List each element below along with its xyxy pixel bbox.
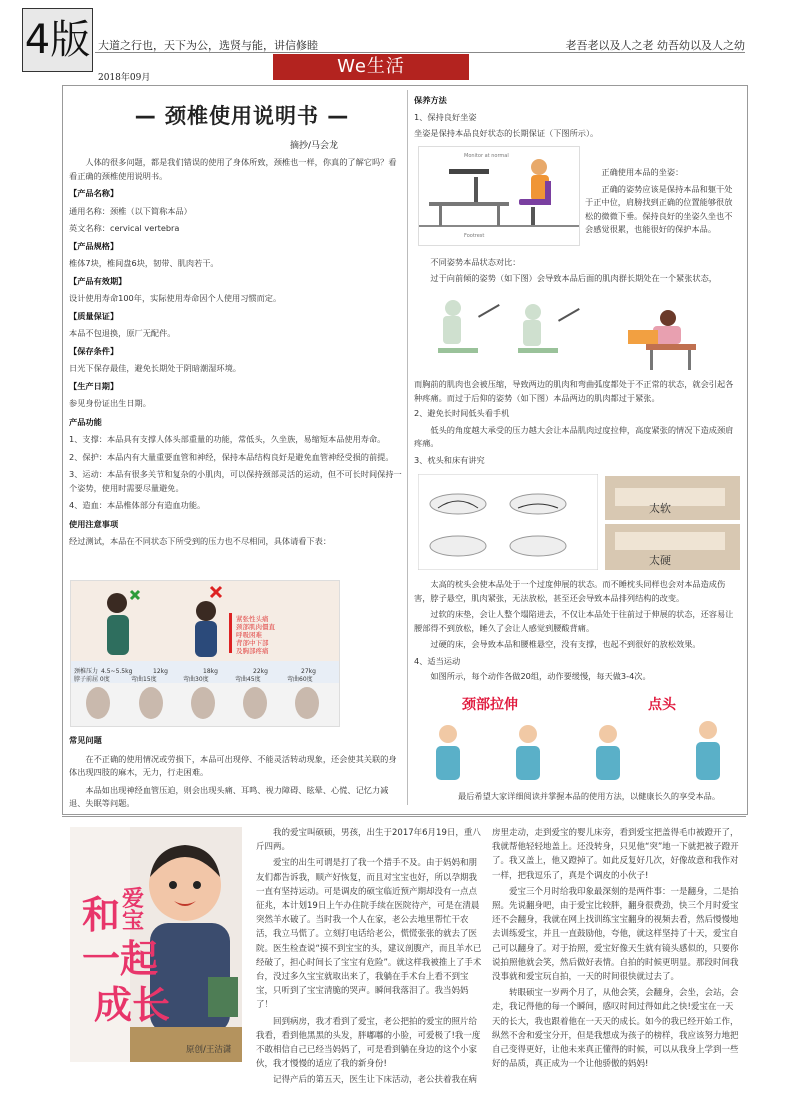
pressure-weight: 27kg xyxy=(301,668,316,675)
symptom-label: 颈部肌肉僵直 xyxy=(236,623,275,631)
care-2-text: 低头的角度越大承受的压力越大会让本品肌肉过度拉伸，高度紧张的情况下造成颈肩疼痛。 xyxy=(414,424,734,448)
desk-posture-graphic xyxy=(419,147,579,245)
closing-text: 最后希望大家详细阅读并掌握本品的使用方法，以健康长久的享受本品。 xyxy=(458,791,721,801)
article-byline: 摘抄/马会龙 xyxy=(290,141,339,151)
faq-2: 本品如出现神经血管压迫，则会出现头痛、耳鸣、视力障碍、眩晕、心慌、记忆力减退、失眠等问题。 xyxy=(69,784,389,808)
left-column xyxy=(69,156,403,549)
soft-label: 太软 xyxy=(649,502,671,515)
compare-heading: 不同姿势本品状态对比： xyxy=(430,257,521,267)
baby-column-1 xyxy=(256,826,482,1088)
footrest-label: Footrest xyxy=(464,233,485,239)
header-divider xyxy=(95,52,745,53)
storage-text: 日光下保存最佳，避免长期处于阴暗潮湿环境。 xyxy=(69,363,241,373)
pillow-illustration xyxy=(418,474,598,570)
function-heading: 产品功能 xyxy=(69,416,102,427)
exercise-label-stretch: 颈部拉伸 xyxy=(462,697,518,713)
producer-heading: 【生产日期】 xyxy=(69,380,119,391)
faq-1: 在不正确的使用情况或劳损下，本品可出现停、不能灵活转动现象，还会使其关联的身体出现四肢的麻木，无力，行走困难。 xyxy=(69,753,397,777)
angle-label: 弯曲45度 xyxy=(235,676,261,683)
exercise-illustration xyxy=(418,690,738,782)
mattress-hard-photo xyxy=(605,524,740,570)
care-intro xyxy=(414,94,738,141)
section-divider xyxy=(62,816,746,817)
angle-label: 弯曲60度 xyxy=(287,676,313,683)
compare-section xyxy=(414,256,738,285)
neck-pressure-illustration xyxy=(70,580,340,727)
baby-credit: 原创/王洁潇 xyxy=(186,1045,232,1055)
name-heading: 【产品名称】 xyxy=(69,188,119,198)
mattress-soft-photo xyxy=(605,476,740,520)
baby-photo xyxy=(70,827,242,1062)
pressure-weight: 12kg xyxy=(153,668,168,675)
baby-title-he: 和 xyxy=(82,893,121,937)
care-2-section xyxy=(414,378,738,467)
section-title: We生活 xyxy=(273,54,469,80)
posture-comparison-illustration xyxy=(418,290,738,372)
symptom-label: 紧张性头痛 xyxy=(236,615,269,623)
baby-paragraph: 转眼硕宝一岁两个月了，从他会笑，会翻身，会坐，会站，会走，我记得他的每一个瞬间，感叹时间过得如此之快!爱宝在一天天的长大，我也跟着他在一天天的成长。如今的我已经开始工作，纵然不舍和爱宝分开，但是我想成为孩子的榜样，我应该努力地把自己变得更好，让他未来真正懂得的时候，可以从我身上学到一些好的品质，真正成为一个让他骄傲的妈妈! xyxy=(492,988,739,1070)
storage-heading: 【保存条件】 xyxy=(69,345,119,356)
care-3-section xyxy=(414,578,738,684)
care-2-heading: 2、避免长时间低头看手机 xyxy=(414,408,510,418)
baby-title-chengzhang: 成长 xyxy=(94,983,171,1027)
pressure-range: 4.5~5.5kg xyxy=(101,668,133,675)
baby-paragraph: 爱宝的出生可谓是打了我一个措手不及。由于妈妈和朋友们都告诉我，顺产好恢复，而且对宝宝也好，所以孕期我一直有坚持运动。可是调皮的硕宝临近预产期却没有一点点征兆，本计划19日上午办住院手续在医院待产，可是在清晨突然羊水破了。当时我一个人在家，老公去地里帮忙干农活，我立马慌了。立刻打电话给老公，慌慌张张的就去了医院。医生检查说“摸不到宝宝的头，建议剖腹产，而且羊水已经破了，担心时间长了宝宝有危险”。就这样我被推上了手术台，没过多久宝宝就取出来了，我躺在手术台上看不到宝宝，只听到了宝宝清脆的哭声。瞬间我落泪了。我当妈妈了！ xyxy=(256,858,482,1011)
baby-title-aibao: 爱宝 xyxy=(122,887,145,934)
intro-paragraph: 人体的很多问题，都是我们错误的使用了身体所致，颈椎也一样，你真的了解它吗？看看正确的颈椎使用说明书。 xyxy=(69,157,397,181)
neck-pressure-graphic xyxy=(71,581,339,726)
monitor-label: Monitor at normal xyxy=(464,153,509,159)
care-3-text-2: 过软的床垫，会让人整个塌陷进去，不仅让本品处于往前过于伸展的状态，还容易让腰部得不到放松，睡久了会让人感觉到腰酸背痛。 xyxy=(414,609,734,633)
baby-paragraph: 房里走动，走到爱宝的婴儿床旁，看到爱宝把盖得毛巾被蹬开了，我就帮他轻轻地盖上。还没转身，只见他“突”地一下就把被子蹬开了。我又盖上，他又蹬掉了。如此反复好几次，好像故意和我作对一样，把我逗乐了，真是个调皮的小伙子! xyxy=(492,828,739,881)
pressure-row-label: 颈椎压力 xyxy=(74,668,99,675)
column-divider xyxy=(407,90,408,805)
mattress-shape xyxy=(615,532,725,550)
symptom-label: 背部中下部 xyxy=(236,639,269,647)
quality-text: 本品不包退换，原厂无配件。 xyxy=(69,328,176,338)
baby-column-2 xyxy=(492,826,740,1071)
hard-label: 太硬 xyxy=(649,554,671,567)
symptom-label: 呼吸困难 xyxy=(236,631,262,639)
care-4-heading: 4、适当运动 xyxy=(414,655,461,666)
quality-heading: 【质量保证】 xyxy=(69,310,119,321)
valid-heading: 【产品有效期】 xyxy=(69,275,127,286)
posture-comparison-graphic xyxy=(418,290,738,372)
baby-title-yiqi: 一起 xyxy=(82,937,159,981)
care-4-text: 如图所示，每个动作各做20组，动作要缓慢，每天做3-4次。 xyxy=(430,671,651,681)
correct-text: 正确的姿势应该是保持本品和躯干处于正中位，肩膀找到正确的位置能够很放松的微微下垂。保持良好的坐姿久坐也不会感觉很累，也能很好的保护本品。 xyxy=(585,183,733,234)
pressure-weight: 22kg xyxy=(253,668,268,675)
valid-text: 设计使用寿命100年，实际使用寿命因个人使用习惯而定。 xyxy=(69,293,282,303)
exercise-label-nod: 点头 xyxy=(648,697,676,713)
name-english: 英文名称：cervical vertebra xyxy=(69,223,180,233)
care-3-text-1: 太高的枕头会使本品处于一个过度伸展的状态。而不睡枕头同样也会对本品造成伤害，脖子悬空，肌肉紧张，无法放松，甚至还会导致本品排列结构的改变。 xyxy=(414,579,726,603)
motto-right: 老吾老以及人之老 幼吾幼以及人之幼 xyxy=(565,39,745,52)
faq-section xyxy=(69,734,403,811)
function-2: 2、保护：本品内有大量重要血管和神经，保持本品结构良好是避免血管神经受损的前提。 xyxy=(69,451,394,462)
caution-text: 经过测试，本品在不同状态下所受到的压力也不尽相同，具体请看下表： xyxy=(69,536,332,546)
name-common: 通用名称：颈椎（以下简称本品） xyxy=(69,205,192,216)
care-1-heading: 1、保持良好坐姿 xyxy=(414,111,477,122)
article-title: — 颈椎使用说明书 — xyxy=(134,104,350,128)
pressure-weight: 18kg xyxy=(203,668,218,675)
function-1: 1、支撑：本品具有支撑人体头部重量的功能，常低头，久坐族，易缩短本品使用寿命。 xyxy=(69,434,386,444)
care-heading: 保养方法 xyxy=(414,95,447,105)
baby-paragraph: 记得产后的第五天，医生让下床活动，老公扶着我在病 xyxy=(273,1075,478,1086)
baby-paragraph: 回到病房，我才看到了爱宝，老公把拍的爱宝的照片给我看，看到他黑黑的头发，胖嘟嘟的小脸，可爱极了!我一度不敢相信自己已经当妈妈了，可是看到躺在身边的这个小家伙，我才慢慢的适应了我的新身份! xyxy=(256,1016,481,1070)
correct-heading: 正确使用本品的坐姿： xyxy=(601,167,684,177)
correct-posture-text xyxy=(585,166,739,237)
care-1-text: 坐姿是保持本品良好状态的长期保证（下图所示）。 xyxy=(414,128,599,138)
desk-posture-illustration xyxy=(418,146,580,246)
spec-heading: 【产品规格】 xyxy=(69,240,119,251)
issue-date: 2018年09月 xyxy=(98,73,151,83)
pillow-graphic xyxy=(418,474,598,570)
angle-label: 脖子前屈 0度 xyxy=(74,676,110,683)
issue-number: 4版 xyxy=(22,8,93,72)
baby-paragraph: 爱宝三个月时给我印象最深刻的是两件事：一是翻身，二是抬照。先说翻身吧，由于爱宝比较胖，翻身很费劲，快三个月时爱宝还不会翻身，我就在网上找训练宝宝翻身的视频去看，然后慢慢地去训练爱宝，并且一直鼓励他，夸他，就这样坚持了十天，爱宝自己可以翻身了。对于抬照，爱宝好像天生就有镜头感似的，只要你说拍照他就会笑，然后做好表情。自拍的时候更明显。那段时间我没事就和爱宝玩自拍，一天的时间很快就过去了。 xyxy=(492,886,739,983)
faq-heading: 常见问题 xyxy=(69,735,102,745)
spec-text: 椎体7块，椎间盘6块，韧带、肌肉若干。 xyxy=(69,258,219,268)
producer-text: 参见身份证出生日期。 xyxy=(69,398,151,408)
caution-heading: 使用注意事项 xyxy=(69,518,119,529)
compare-text-2: 而胸前的肌肉也会被压缩，导致两边的肌肉和弯曲弧度都处于不正常的状态，就会引起各种疼痛。而过于后仰的姿势（如下图）本品两边的肌肉都过于紧张。 xyxy=(414,379,734,403)
angle-label: 弯曲30度 xyxy=(183,676,209,683)
care-3-heading: 3、枕头和床有讲究 xyxy=(414,454,485,465)
function-4: 4、造血：本品椎体部分有造血功能。 xyxy=(69,500,206,510)
motto-left: 大道之行也，天下为公，选贤与能，讲信修睦 xyxy=(98,39,318,52)
symptom-label: 及胸部疼痛 xyxy=(236,647,269,655)
function-3: 3、运动：本品有很多关节和复杂的小肌肉，可以保持颈部灵活的运动，但不可长时间保持一个姿势，使用时需要尽量避免。 xyxy=(69,469,402,493)
exercise-graphic xyxy=(418,690,738,782)
care-3-text-3: 过硬的床，会导致本品和腰椎悬空，没有支撑，也起不到很好的放松效果。 xyxy=(430,639,701,649)
compare-text: 过于向前倾的姿势（如下图）会导致本品后面的肌肉群长期处在一个紧张状态， xyxy=(430,272,717,283)
angle-label: 弯曲15度 xyxy=(131,676,157,683)
baby-paragraph: 我的爱宝叫硕硕，男孩，出生于2017年6月19日，重八斤四两。 xyxy=(256,828,481,853)
